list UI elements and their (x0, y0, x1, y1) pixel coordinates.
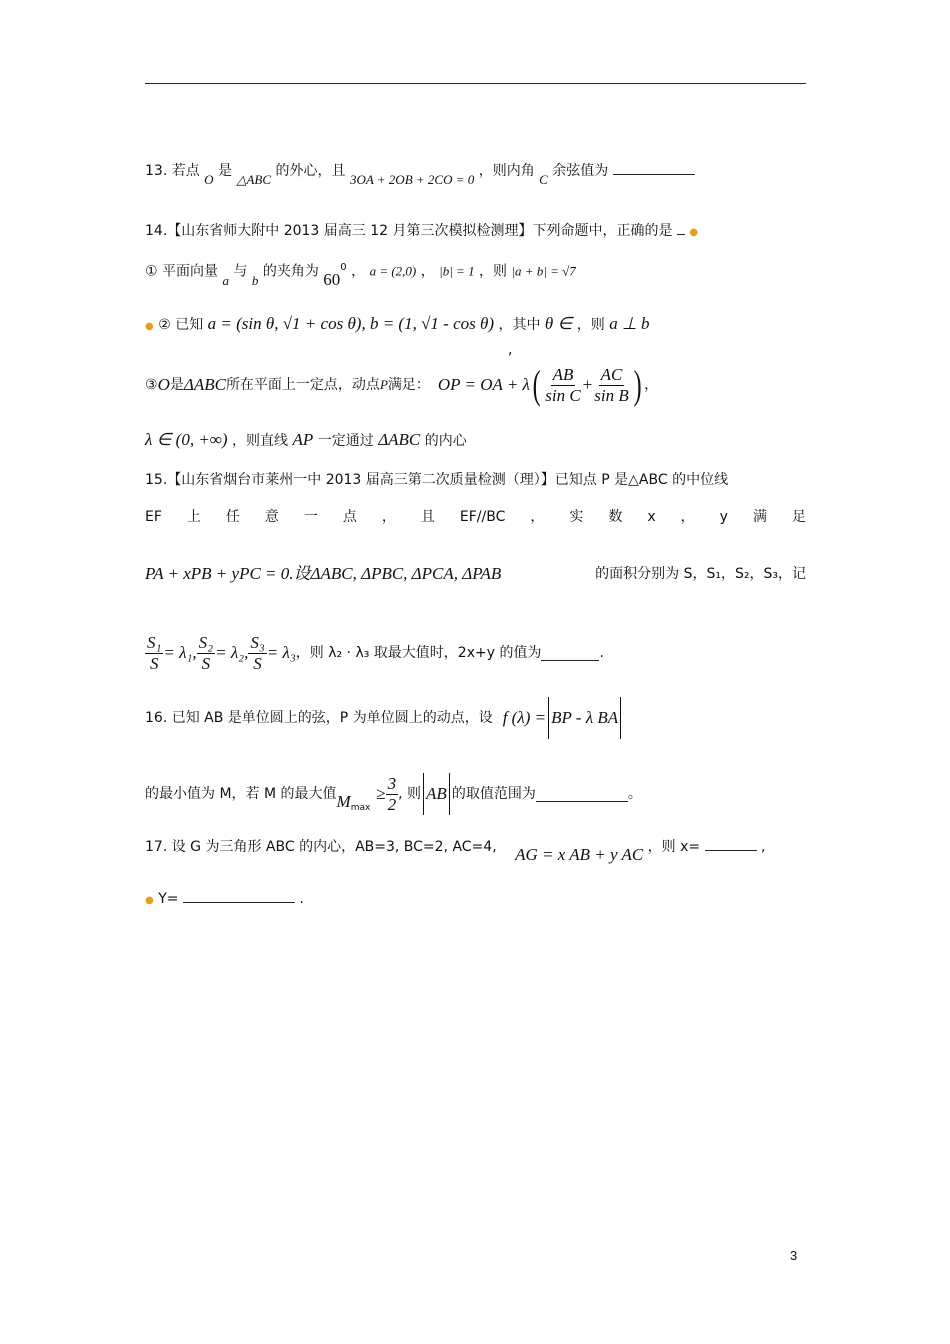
q15-word: 任 (225, 509, 240, 525)
q17-vector-equation: AG = x AB + y AC (515, 845, 644, 864)
q14-item-3-continued (145, 430, 467, 451)
frac-num: AC (600, 364, 623, 384)
q15-word: 足 (791, 509, 806, 525)
q16-vector-expression: BP - λ BA (551, 708, 619, 727)
q17-end: . (299, 891, 304, 907)
q15-word: 数 (608, 509, 623, 525)
lambda-3: = λ₃ (266, 643, 296, 662)
question-13 (145, 160, 695, 187)
q15-equation: PA + xPB + yPC = 0.设ΔABC, ΔPBC, ΔPCA, ΔPAB (145, 564, 502, 583)
q14-item3-text-4: 满足： (387, 377, 430, 393)
m-max: M (336, 792, 351, 811)
point-p: P (379, 377, 388, 392)
q15-word: ， (381, 509, 396, 525)
frac-num: S₁ (147, 632, 162, 652)
q16-text-3: , 则 (398, 786, 422, 802)
q14-heading-text: 14.【山东省师大附中 2013 届高三 12 月第三次模拟检测理】下列命题中，正确的是 (145, 223, 673, 239)
vector-a: a (222, 272, 229, 288)
q14-item1-sep: ， (351, 263, 366, 280)
q14-item2-condition: θ ∈ (544, 314, 573, 333)
frac-num: AB (552, 364, 574, 384)
q16-function: f (λ) = (502, 708, 547, 727)
q14-item3b-text-3: 的内心 (424, 433, 467, 449)
q14-item3-tail: ， (644, 377, 659, 393)
q17-continued (145, 888, 304, 911)
q13-angle-c: C (539, 172, 548, 187)
frac-den: S (149, 653, 159, 673)
b-modulus: |b| = 1 (439, 263, 475, 279)
q17-x-blank (705, 836, 757, 851)
q14-item2-text-3: ，则 (576, 317, 605, 333)
q17-text-1: 17. 设 G 为三角形 ABC 的内心，AB=3, BC=2, AC=4, (145, 839, 497, 855)
q14-item3-text-3: 所在平面上一定点，动点 (225, 377, 380, 393)
lambda-2: = λ₂, (215, 643, 249, 662)
q14-item2-vectors: a = (sin θ, √1 + cos θ), b = (1, √1 - cos θ) (207, 314, 494, 333)
abs-bar-left (548, 697, 549, 739)
q15-end: . (599, 645, 604, 661)
q16-end: 。 (627, 786, 642, 802)
q16-text-1: 16. 已知 AB 是单位圆上的弦，P 为单位圆上的动点，设 (145, 710, 493, 726)
frac-num: S₃ (250, 632, 265, 652)
q13-point-o: O (204, 172, 214, 187)
q13-text-3: 的外心，且 (275, 163, 346, 179)
q14-item-3 (145, 362, 658, 408)
q14-item2-comma (508, 340, 512, 360)
question-17 (145, 836, 766, 864)
q17-y-blank (183, 888, 295, 903)
q14-item3-equation: OP = OA + λ (437, 375, 530, 394)
q14-item3-text-1: ③ (145, 377, 158, 393)
q15-word: 一 (303, 509, 318, 525)
q15-word: EF (145, 509, 162, 525)
header-rule (145, 83, 806, 84)
frac-den: S (253, 653, 262, 673)
vector-b: b (251, 272, 259, 288)
q15-text-1: 的面积分别为 S，S₁，S₂，S₃，记 (595, 566, 806, 582)
question-16 (145, 694, 623, 742)
a-value: a = (2,0) (369, 263, 417, 279)
question-15-heading (145, 470, 728, 490)
q14-item3-text-2: 是 (169, 377, 184, 393)
q14-item-2 (145, 314, 650, 337)
q17-y-label: Y= (158, 891, 179, 907)
abs-bar-right (620, 697, 621, 739)
plus-sign: + (582, 375, 593, 394)
left-paren: ( (532, 362, 541, 407)
degree-mark: 0 (340, 262, 347, 273)
q13-text-5: 余弦值为 (552, 163, 609, 179)
q16-text-4: 的取值范围为 (451, 786, 536, 802)
q15-ratio-line (145, 628, 604, 678)
q15-word: y (719, 509, 728, 525)
frac-num: S₂ (198, 632, 214, 652)
marker-dot: ● (145, 895, 154, 906)
q15-text-2: ，则 λ₂ · λ₃ 取最大值时，2x+y 的值为 (295, 645, 542, 661)
frac-den: sin C (545, 385, 581, 405)
page-number: 3 (790, 1248, 798, 1263)
comma-mark: , (508, 342, 513, 358)
frac-den: sin B (594, 385, 629, 405)
point-o: O (157, 375, 170, 394)
q15-spaced-line (145, 507, 806, 527)
q14-item1-result: |a + b| = √7 (511, 263, 576, 279)
max-subscript: max (350, 803, 371, 813)
q14-item-1 (145, 258, 576, 289)
q14-item3b-text-1: ，则直线 (232, 433, 289, 449)
frac-num: 3 (387, 773, 397, 793)
q16-ab: AB (426, 784, 447, 803)
q14-item3b-text-2: 一定通过 (317, 433, 374, 449)
q15-word: 实 (569, 509, 584, 525)
fraction-ac-sinb (592, 365, 630, 406)
q14-item2-text-2: ，其中 (498, 317, 541, 333)
q15-word: EF//BC (459, 509, 506, 525)
question-14-heading (145, 220, 698, 243)
q13-text-2: 是 (218, 163, 233, 179)
abs-bar-right (449, 773, 450, 815)
q15-word: 满 (752, 509, 767, 525)
fraction-s1-s (145, 633, 163, 674)
marker-dot: ● (689, 227, 699, 238)
q14-item3b-triangle: ΔABC (378, 430, 421, 449)
q17-text-2: ，则 x= (647, 839, 701, 855)
lambda-1: = λ₁, (163, 643, 197, 662)
q16-answer-blank (536, 787, 628, 802)
q14-item1-text-3: 的夹角为 (262, 263, 319, 280)
q13-triangle: △ABC (236, 172, 272, 187)
q15-word: 且 (420, 509, 435, 525)
q13-text-4: ，则内角 (478, 163, 535, 179)
q15-word: 意 (264, 509, 279, 525)
marker-dot: ● (145, 321, 154, 332)
fraction-s2-s (197, 633, 215, 674)
line-ap: AP (292, 430, 314, 449)
frac-den: 2 (387, 794, 397, 814)
q14-answer-blank (677, 220, 685, 235)
q15-word: x (647, 509, 656, 525)
q15-equation-line (145, 564, 806, 584)
ge-sign: ≥ (376, 784, 386, 803)
q14-item1-text-2: 与 (233, 263, 248, 280)
q13-equation: 3OA + 2OB + 2CO = 0 (349, 172, 475, 187)
fraction-s3-s (248, 633, 266, 674)
q14-item3-triangle: ΔABC (183, 375, 226, 394)
lambda-range: λ ∈ (0, +∞) (145, 430, 228, 449)
q15-word: ， (680, 509, 695, 525)
fraction-3-2 (386, 774, 399, 815)
q15-answer-blank (541, 646, 599, 661)
q14-item2-text-1: ② 已知 (158, 317, 204, 333)
q15-word: 上 (186, 509, 201, 525)
q15-word: 点 (342, 509, 357, 525)
abs-bar-left (423, 773, 424, 815)
right-paren: ) (633, 362, 642, 407)
q15-heading-text: 15.【山东省烟台市莱州一中 2013 届高三第二次质量检测（理）】已知点 P 是△ABC 的中位线 (145, 472, 729, 488)
q13-text-1: 13. 若点 (145, 163, 200, 179)
q14-item1-sep-2: ， (420, 263, 435, 280)
q13-answer-blank (613, 160, 695, 175)
frac-den: S (201, 653, 211, 673)
q14-item1-text-1: ① 平面向量 (145, 263, 219, 280)
q14-item2-result: a ⊥ b (609, 314, 650, 333)
q14-item1-text-4: ，则 (479, 263, 508, 280)
angle-value: 60 (323, 269, 341, 289)
fraction-ab-sinc (543, 365, 582, 406)
q17-comma: , (761, 839, 766, 855)
q16-text-2: 的最小值为 M，若 M 的最大值 (145, 786, 337, 802)
q15-word: ， (530, 509, 545, 525)
q16-continued (145, 770, 642, 818)
